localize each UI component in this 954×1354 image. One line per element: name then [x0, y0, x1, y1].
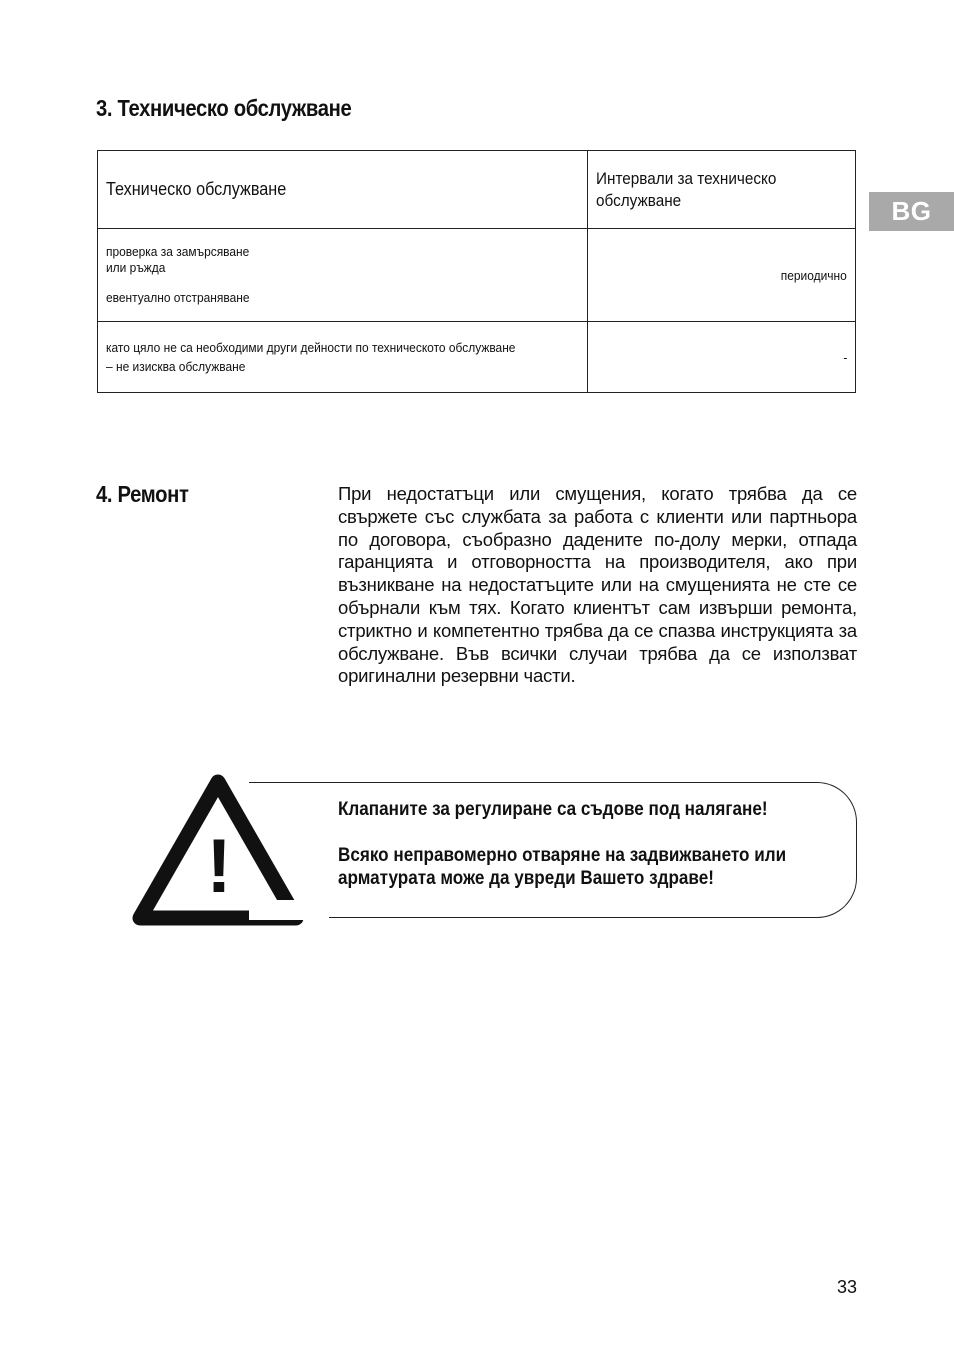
header-interval-line2: обслужване	[596, 190, 682, 210]
section-4-title: 4. Ремонт	[96, 481, 189, 507]
task-cell: проверка за замърсяване или ръжда евентуално отстраняване	[98, 229, 588, 322]
warning-line-3: арматурата може да увреди Вашето здраве!	[338, 868, 714, 889]
repair-paragraph: При недостатъци или смущения, когато трябва да се свържете със службата за работа с клиенти или партньора по договора, съобразно дадените по-долу мерки, отпада гаранцията и отговорността на производителя, ако при възникване на недостатъците или на смущенията не сте се обърнали към тях. Когато клиентът сам извърши ремонта, стриктно и компетентно трябва да се спазва инструкцията за обслужване. Във всички случаи трябва да се използват оригинални резервни части.	[338, 483, 857, 687]
task-cell: като цяло не са необходими други дейности по техническото обслужване – не изисква обслужване	[98, 322, 588, 393]
header-cell-maintenance: Техническо обслужване	[98, 151, 588, 229]
page-number: 33	[837, 1277, 858, 1297]
warning-text	[338, 798, 848, 890]
interval-cell: периодично	[588, 229, 856, 322]
maintenance-table	[97, 150, 856, 393]
section-3-title: 3. Техническо обслужване	[96, 95, 352, 121]
table-row	[98, 322, 856, 393]
interval-cell: -	[588, 322, 856, 393]
header-cell-intervals	[588, 151, 856, 229]
table-row	[98, 229, 856, 322]
table-header-row	[98, 151, 856, 229]
header-interval-line1: Интервали за техническо	[596, 168, 777, 188]
warning-line-1: Клапаните за регулиране са съдове под налягане!	[338, 799, 768, 820]
exclamation-mark: !	[206, 824, 232, 909]
language-tab: BG	[869, 192, 954, 231]
warning-line-2: Всяко неправомерно отваряне на задвижването или	[338, 845, 787, 866]
